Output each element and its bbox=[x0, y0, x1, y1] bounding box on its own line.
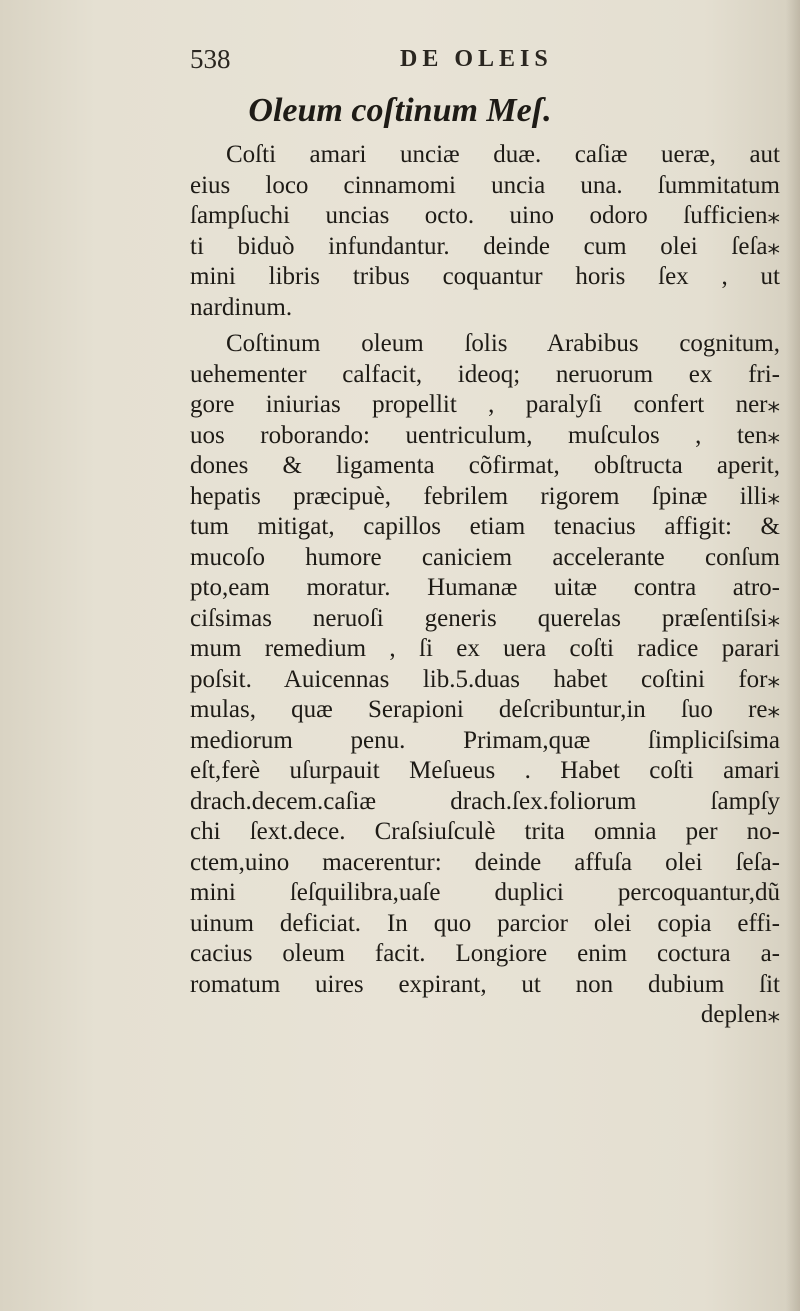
text-line: cacius oleum facit. Longiore enim coctura a- bbox=[190, 940, 780, 967]
paragraph-2 bbox=[190, 329, 780, 1031]
text-line: ti biduò infundantur. deinde cum olei ſeſa⁎ bbox=[190, 232, 780, 260]
section-title: Oleum coſtinum Meſ. bbox=[248, 92, 552, 129]
text-line: drach.decem.caſiæ drach.ſex.foliorum ſampſy bbox=[190, 787, 780, 815]
text-line: Coſtinum oleum ſolis Arabibus cognitum, bbox=[226, 330, 780, 357]
text-line: eſt,ferè uſurpauit Meſueus . Habet coſti amari bbox=[190, 757, 780, 784]
text-line: mum remedium , ſi ex uera coſti radice parari bbox=[190, 635, 780, 662]
text-line: poſsit. Auicennas lib.5.duas habet coſtini for⁎ bbox=[190, 665, 780, 693]
text-line: mediorum penu. Primam,quæ ſimpliciſsima bbox=[190, 726, 780, 754]
text-line: uinum deficiat. In quo parcior olei copia effi- bbox=[190, 909, 780, 937]
text-line: pto,eam moratur. Humanæ uitæ contra atro- bbox=[190, 574, 780, 601]
text-line: mucoſo humore caniciem accelerante conſum bbox=[190, 543, 780, 571]
page-header bbox=[190, 44, 620, 84]
text-line: dones & ligamenta cõfirmat, obſtructa aperit, bbox=[190, 452, 780, 479]
text-line: tum mitigat, capillos etiam tenacius affigit: & bbox=[190, 513, 780, 540]
catchword: deplen⁎ bbox=[700, 1001, 780, 1028]
text-line: ciſsimas neruoſi generis querelas præſentiſsi⁎ bbox=[190, 604, 780, 632]
text-line: hepatis præcipuè, febrilem rigorem ſpinæ illi⁎ bbox=[190, 482, 780, 510]
page-edge-shadow bbox=[786, 0, 800, 1311]
text-line: uos roborando: uentriculum, muſculos , ten⁎ bbox=[190, 421, 780, 449]
text-line: mini libris tribus coquantur horis ſex , ut bbox=[190, 263, 780, 290]
text-line: nardinum. bbox=[190, 293, 293, 321]
running-head: DE OLEIS bbox=[400, 46, 553, 72]
text-line: ctem,uino macerentur: deinde affuſa olei ſeſa- bbox=[190, 848, 780, 876]
text-line: Coſti amari unciæ duæ. caſiæ ueræ, aut bbox=[226, 141, 780, 168]
text-line: mini ſeſquilibra,uaſe duplici percoquantur,dũ bbox=[190, 879, 780, 906]
text-line: chi ſext.dece. Craſsiuſculè trita omnia per no- bbox=[190, 818, 780, 845]
text-line: gore iniurias propellit , paralyſi confert ner⁎ bbox=[190, 391, 780, 418]
text-line: uehementer calfacit, ideoq; neruorum ex fri- bbox=[190, 360, 780, 388]
text-line: mulas, quæ Serapioni deſcribuntur,in ſuo re⁎ bbox=[190, 696, 780, 723]
body-text bbox=[190, 140, 780, 1031]
paragraph-1 bbox=[190, 140, 780, 323]
text-line: ſampſuchi uncias octo. uino odoro ſufficien⁎ bbox=[190, 202, 780, 229]
text-line: romatum uires expirant, ut non dubium ſit bbox=[190, 970, 780, 998]
text-line: eius loco cinnamomi uncia una. ſummitatum bbox=[190, 171, 780, 199]
page-number: 538 bbox=[190, 44, 231, 74]
